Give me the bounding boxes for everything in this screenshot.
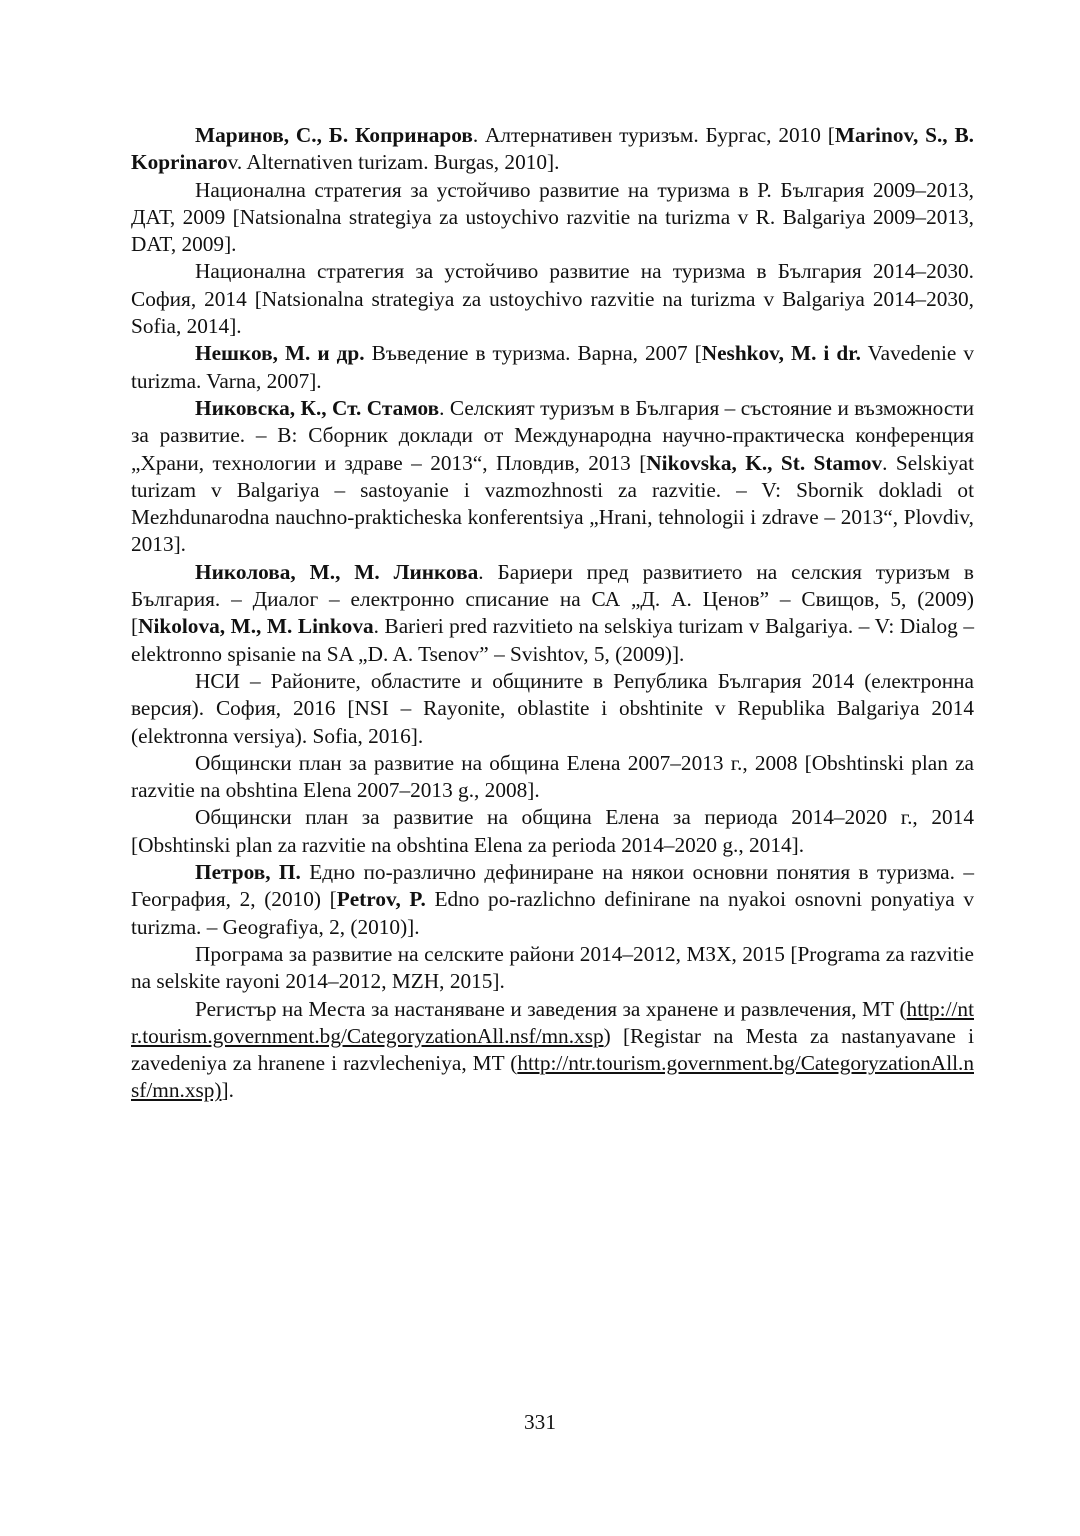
reference-list bbox=[131, 122, 974, 1105]
reference-nsi bbox=[131, 668, 974, 750]
page-number: 331 bbox=[524, 1410, 556, 1434]
reference-text: . Алтернативен туризъм. Бургас, 2010 [ bbox=[472, 123, 835, 147]
reference-text: Програма за развитие на селските райони 2014–2012, МЗХ, 2015 [Programa za razvitie na selskite rayoni 2014–2012, MZH, 2015]. bbox=[131, 941, 974, 994]
reference-text: Общински план за развитие на община Елена 2007–2013 г., 2008 [Obshtinski plan za razvitie na obshtina Elena 2007–2013 g., 2008]. bbox=[131, 750, 974, 803]
reference-text: Общински план за развитие на община Елена за периода 2014–2020 г., 2014 [Obshtinski plan za razvitie na obshtina Elena za perioda 2014–2020 g., 2014]. bbox=[131, 805, 974, 857]
reference-rural-program bbox=[131, 941, 974, 996]
reference-text: Едно по-различно дефиниране на някои основни понятия в туризма. – География, 2, (2010) [ bbox=[131, 860, 974, 912]
reference-neshkov bbox=[131, 340, 974, 395]
reference-text: . Селският туризъм в България – състояние и възможности за развитие. – В: Сборник доклади от Международна научно-практическа конференция „Храни, технологии и здраве – 2013“, Пловдив, 2013 [ bbox=[131, 395, 974, 475]
reference-nikovska bbox=[131, 395, 974, 559]
reference-elena-plan-2007 bbox=[131, 750, 974, 805]
reference-author-latin: Nikovska, K., St. Stamov bbox=[646, 450, 883, 475]
reference-text: Регистър на Места за настаняване и заведения за хранене и развлечения, МТ ( bbox=[195, 996, 907, 1021]
reference-strategy-2009 bbox=[131, 177, 974, 259]
reference-elena-plan-2014 bbox=[131, 804, 974, 859]
reference-text: Национална стратегия за устойчиво развитие на туризма в Р. България 2009–2013, ДАТ, 2009 [Natsionalna strategiya za ustoychivo razvitie na turizma v R. Balgariya 2009–2013, DAT, 2009]. bbox=[131, 177, 974, 257]
reference-text: . Бариери пред развитието на селския туризъм в България. – Диалог – електронно списание на СА „Д. А. Ценов” – Свищов, 5, (2009) [ bbox=[131, 559, 974, 639]
reference-text-latin: Edno po-razlichno definirane na nyakoi osnovni ponyatiya v turizma. – Geografiya, 2, (2010)]. bbox=[131, 887, 974, 939]
reference-author: Маринов, С., Б. Копринаров bbox=[195, 123, 473, 147]
reference-marinov bbox=[131, 122, 974, 177]
reference-author: Николова, М., М. Линкова bbox=[195, 559, 479, 584]
reference-author-latin: Marinov, S., B. Koprinaro bbox=[131, 123, 974, 175]
reference-text-latin: v. Alternativen turizam. Burgas, 2010]. bbox=[227, 150, 560, 175]
reference-nikolova bbox=[131, 559, 974, 668]
reference-author: Петров, П. bbox=[195, 860, 301, 885]
reference-link[interactable]: http://ntr.tourism.government.bg/CategoryzationAll.nsf/mn.xsp bbox=[131, 996, 974, 1048]
reference-author: Нешков, М. и др. bbox=[195, 341, 365, 366]
reference-text-latin: Vavedenie v turizma. Varna, 2007]. bbox=[131, 341, 974, 393]
reference-author-latin: Petrov, P. bbox=[336, 887, 426, 912]
reference-text: Въведение в туризма. Варна, 2007 [ bbox=[364, 341, 702, 366]
reference-author-latin: Nikolova, M., M. Linkova bbox=[138, 614, 374, 639]
reference-strategy-2014 bbox=[131, 258, 974, 340]
reference-text-latin: ) [Registar na Mesta za nastanyavane i zavedeniya za hranene i razvlecheniya, MT ( bbox=[131, 1023, 974, 1076]
reference-text-latin: . Selskiyat turizam v Balgariya – sastoyanie i vazmozhnosti za razvitie. – V: Sbornik dokladi ot Mezhdunarodna nauchno-prakticheska konferentsiya „Hrani, tehnologii i zdrave – 2013“, Plovdiv, 2013]. bbox=[131, 450, 974, 557]
reference-text-latin: . Barieri pred razvitieto na selskiya turizam v Balgariya. – V: Dialog – elektronno spisanie na SA „D. A. Tsenov” – Svishtov, 5, (2009)]. bbox=[131, 614, 974, 666]
reference-link-latin[interactable]: http://ntr.tourism.government.bg/CategoryzationAll.nsf/mn.xsp) bbox=[131, 1051, 974, 1103]
reference-text: НСИ – Районите, областите и общините в Република България 2014 (електронна версия). София, 2016 [NSI – Rayonite, oblastite i obshtinite v Republika Balgariya 2014 (elektronna versiya). Sofia, 2016]. bbox=[131, 668, 974, 748]
reference-text: Национална стратегия за устойчиво развитие на туризма в България 2014–2030. София, 2014 [Natsionalna strategiya za ustoychivo razvitie na turizma v Balgariya 2014–2030, Sofia, 2014]. bbox=[131, 259, 974, 339]
reference-author-latin: Neshkov, M. i dr. bbox=[701, 341, 862, 366]
reference-petrov bbox=[131, 859, 974, 941]
reference-author: Никовска, К., Ст. Стамов bbox=[195, 395, 440, 420]
reference-register bbox=[131, 996, 974, 1105]
reference-text-end: ]. bbox=[221, 1078, 234, 1103]
